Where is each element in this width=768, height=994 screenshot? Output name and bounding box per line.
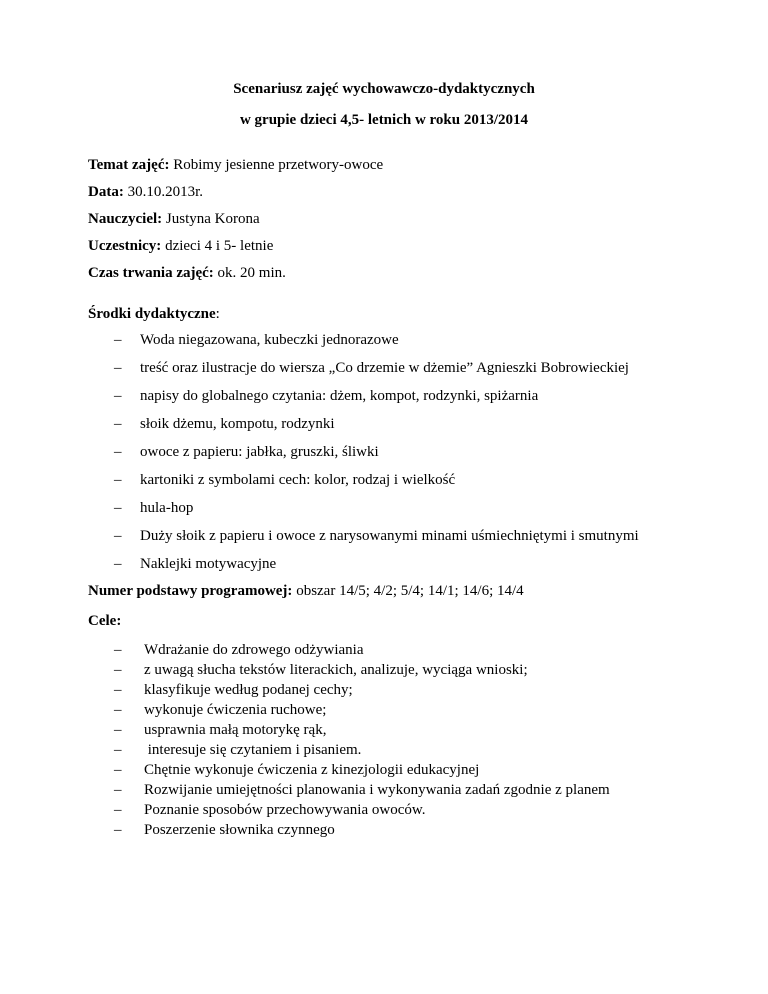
list-dash: – <box>114 642 122 658</box>
info-value: ok. 20 min. <box>213 265 286 281</box>
list-dash: – <box>114 822 122 838</box>
goals-list <box>88 641 610 841</box>
list-dash: – <box>114 444 122 460</box>
goal-item <box>88 781 610 801</box>
document-title: Scenariusz zajęć wychowawczo-dydaktycznych <box>233 81 535 97</box>
goals-heading <box>88 612 121 630</box>
materials-list <box>88 331 639 583</box>
materials-heading-colon: : <box>215 306 220 322</box>
list-dash: – <box>114 500 122 516</box>
info-label: Data: <box>88 184 124 200</box>
document-subtitle: w grupie dzieci 4,5- letnich w roku 2013/2014 <box>239 112 529 128</box>
material-item-text: owoce z papieru: jabłka, gruszki, śliwki <box>140 444 379 460</box>
list-dash: – <box>114 528 122 544</box>
goal-item-text: wykonuje ćwiczenia ruchowe; <box>144 702 327 718</box>
list-dash: – <box>114 556 122 572</box>
list-dash: – <box>114 742 122 758</box>
material-item-text: napisy do globalnego czytania: dżem, kompot, rodzynki, spiżarnia <box>140 388 539 404</box>
goal-item-text: Rozwijanie umiejętności planowania i wykonywania zadań zgodnie z planem <box>144 782 610 798</box>
goal-item <box>88 821 610 841</box>
material-item <box>88 471 639 499</box>
material-item-text: Naklejki motywacyjne <box>140 556 277 572</box>
curriculum-basis-value: obszar 14/5; 4/2; 5/4; 14/1; 14/6; 14/4 <box>292 583 524 599</box>
material-item-text: Duży słoik z papieru i owoce z narysowanymi minami uśmiechniętymi i smutnymi <box>140 528 639 544</box>
material-item-text: Woda niegazowana, kubeczki jednorazowe <box>140 332 399 348</box>
goal-item <box>88 661 610 681</box>
goal-item-text: z uwagą słucha tekstów literackich, analizuje, wyciąga wnioski; <box>144 662 528 678</box>
curriculum-basis-label: Numer podstawy programowej: <box>88 583 293 599</box>
material-item <box>88 499 639 527</box>
list-dash: – <box>114 360 122 376</box>
curriculum-basis <box>88 582 524 600</box>
goal-item <box>88 701 610 721</box>
goal-item <box>88 721 610 741</box>
material-item-text: treść oraz ilustracje do wiersza „Co drzemie w dżemie” Agnieszki Bobrowieckiej <box>140 360 629 376</box>
material-item <box>88 527 639 555</box>
info-row-teacher <box>88 210 383 237</box>
list-dash: – <box>114 388 122 404</box>
info-value: Justyna Korona <box>162 211 260 227</box>
goal-item <box>88 801 610 821</box>
info-value: Robimy jesienne przetwory-owoce <box>169 157 384 173</box>
material-item <box>88 359 639 387</box>
materials-heading-text: Środki dydaktyczne <box>88 306 216 322</box>
list-dash: – <box>114 762 122 778</box>
goal-item <box>88 641 610 661</box>
goal-item <box>88 741 610 761</box>
list-dash: – <box>114 782 122 798</box>
info-value: dzieci 4 i 5- letnie <box>161 238 274 254</box>
info-value: 30.10.2013r. <box>123 184 203 200</box>
material-item <box>88 555 639 583</box>
goal-item-text: Wdrażanie do zdrowego odżywiania <box>144 642 364 658</box>
goals-heading-text: Cele: <box>88 613 122 629</box>
info-row-date <box>88 183 383 210</box>
list-dash: – <box>114 802 122 818</box>
list-dash: – <box>114 662 122 678</box>
goal-item <box>88 681 610 701</box>
info-row-participants <box>88 237 383 264</box>
list-dash: – <box>114 682 122 698</box>
goal-item-text: klasyfikuje według podanej cechy; <box>144 682 353 698</box>
info-row-topic <box>88 156 383 183</box>
material-item <box>88 387 639 415</box>
goal-item-text: Chętnie wykonuje ćwiczenia z kinezjologii edukacyjnej <box>144 762 480 778</box>
info-label: Czas trwania zajęć: <box>88 265 214 281</box>
material-item <box>88 443 639 471</box>
list-dash: – <box>114 722 122 738</box>
list-dash: – <box>114 472 122 488</box>
info-label: Nauczyciel: <box>88 211 163 227</box>
lesson-info <box>88 156 383 291</box>
material-item-text: słoik dżemu, kompotu, rodzynki <box>140 416 335 432</box>
info-label: Temat zajęć: <box>88 157 170 173</box>
list-dash: – <box>114 332 122 348</box>
material-item-text: hula-hop <box>140 500 194 516</box>
goal-item-text: interesuje się czytaniem i pisaniem. <box>144 742 362 758</box>
goal-item <box>88 761 610 781</box>
goal-item-text: Poznanie sposobów przechowywania owoców. <box>144 802 426 818</box>
list-dash: – <box>114 702 122 718</box>
list-dash: – <box>114 416 122 432</box>
goal-item-text: Poszerzenie słownika czynnego <box>144 822 335 838</box>
material-item <box>88 331 639 359</box>
material-item <box>88 415 639 443</box>
materials-heading <box>88 305 220 323</box>
info-row-duration <box>88 264 383 291</box>
material-item-text: kartoniki z symbolami cech: kolor, rodzaj i wielkość <box>140 472 456 488</box>
goal-item-text: usprawnia małą motorykę rąk, <box>144 722 327 738</box>
info-label: Uczestnicy: <box>88 238 162 254</box>
